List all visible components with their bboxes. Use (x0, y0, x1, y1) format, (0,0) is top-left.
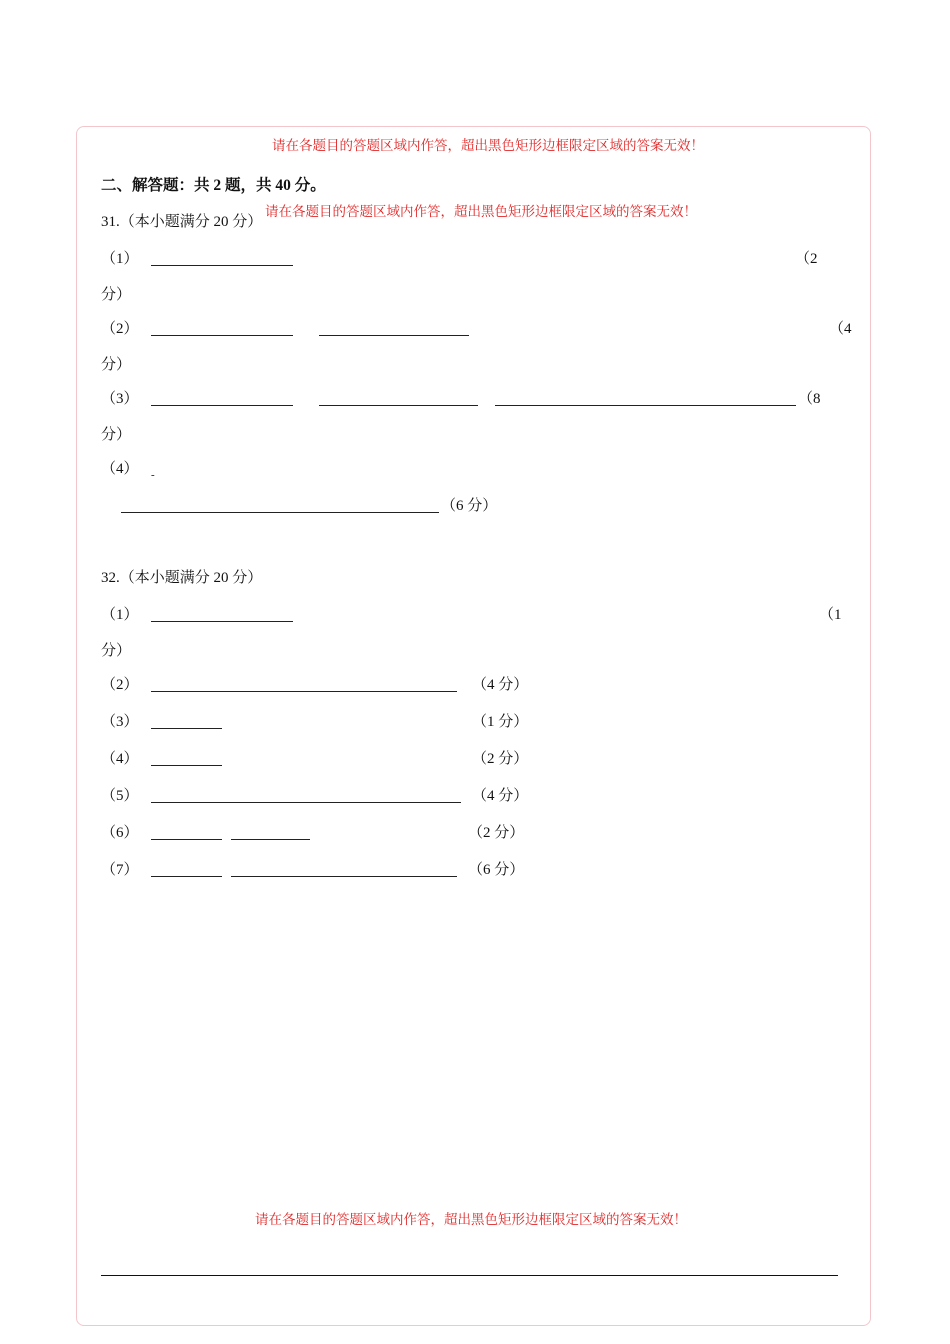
q32-p7-label: （7） (101, 862, 139, 878)
q31-p2-score-cont: 分） (101, 357, 132, 373)
q31-p3-score: （8 (798, 391, 821, 407)
q32-title: 32.（本小题满分 20 分） (101, 570, 263, 586)
warning-mid: 请在各题目的答题区域内作答，超出黑色矩形边框限定区域的答案无效！ (265, 204, 697, 219)
q32-p5-answer-blank[interactable] (151, 802, 461, 803)
q31-p2-answer-blank-2[interactable] (319, 335, 469, 336)
q31-p3-answer-blank-3[interactable] (495, 405, 796, 406)
q31-p1-answer-blank[interactable] (151, 265, 293, 266)
q32-p1-answer-blank[interactable] (151, 621, 293, 622)
q32-p2-score: （4 分） (472, 677, 529, 693)
q31-p3-answer-blank-2[interactable] (319, 405, 478, 406)
q31-p2-score: （4 (829, 321, 852, 337)
q32-p2-label: （2） (101, 677, 139, 693)
q31-p3-score-cont: 分） (101, 427, 132, 443)
q32-p3-label: （3） (101, 714, 139, 730)
q32-p3-score: （1 分） (472, 714, 529, 730)
q32-p6-answer-blank-1[interactable] (151, 839, 222, 840)
bottom-rule (101, 1275, 838, 1276)
warning-top: 请在各题目的答题区域内作答，超出黑色矩形边框限定区域的答案无效！ (272, 138, 704, 153)
q31-p2-answer-blank-1[interactable] (151, 335, 293, 336)
q32-p5-label: （5） (101, 788, 139, 804)
q32-p7-answer-blank-1[interactable] (151, 876, 222, 877)
q32-p7-answer-blank-2[interactable] (231, 876, 457, 877)
q31-p1-score: （2 (795, 251, 818, 267)
q32-p1-score: （1 (819, 607, 842, 623)
q32-p5-score: （4 分） (472, 788, 529, 804)
q32-p6-label: （6） (101, 825, 139, 841)
q32-p7-score: （6 分） (468, 862, 525, 878)
warning-bottom: 请在各题目的答题区域内作答，超出黑色矩形边框限定区域的答案无效！ (255, 1212, 687, 1227)
q31-p1-score-cont: 分） (101, 287, 132, 303)
q32-p4-score: （2 分） (472, 751, 529, 767)
q32-p3-answer-blank[interactable] (151, 728, 222, 729)
q31-p2-label: （2） (101, 321, 139, 337)
q31-title: 31.（本小题满分 20 分） (101, 214, 263, 230)
q32-p4-label: （4） (101, 751, 139, 767)
q31-p4-answer-blank[interactable] (121, 512, 439, 513)
q32-p1-score-cont: 分） (101, 643, 132, 659)
q31-p3-label: （3） (101, 391, 139, 407)
q31-p1-label: （1） (101, 251, 139, 267)
q31-p4-label: （4） (101, 461, 139, 477)
q32-p1-label: （1） (101, 607, 139, 623)
q32-p4-answer-blank[interactable] (151, 765, 222, 766)
q32-p2-answer-blank[interactable] (151, 691, 457, 692)
q32-p6-answer-blank-2[interactable] (231, 839, 310, 840)
section-title: 二、解答题：共 2 题，共 40 分。 (101, 177, 326, 194)
q31-p4-score: （6 分） (441, 498, 498, 514)
q31-p4-mark: - (151, 469, 155, 481)
q31-p3-answer-blank-1[interactable] (151, 405, 293, 406)
q32-p6-score: （2 分） (468, 825, 525, 841)
